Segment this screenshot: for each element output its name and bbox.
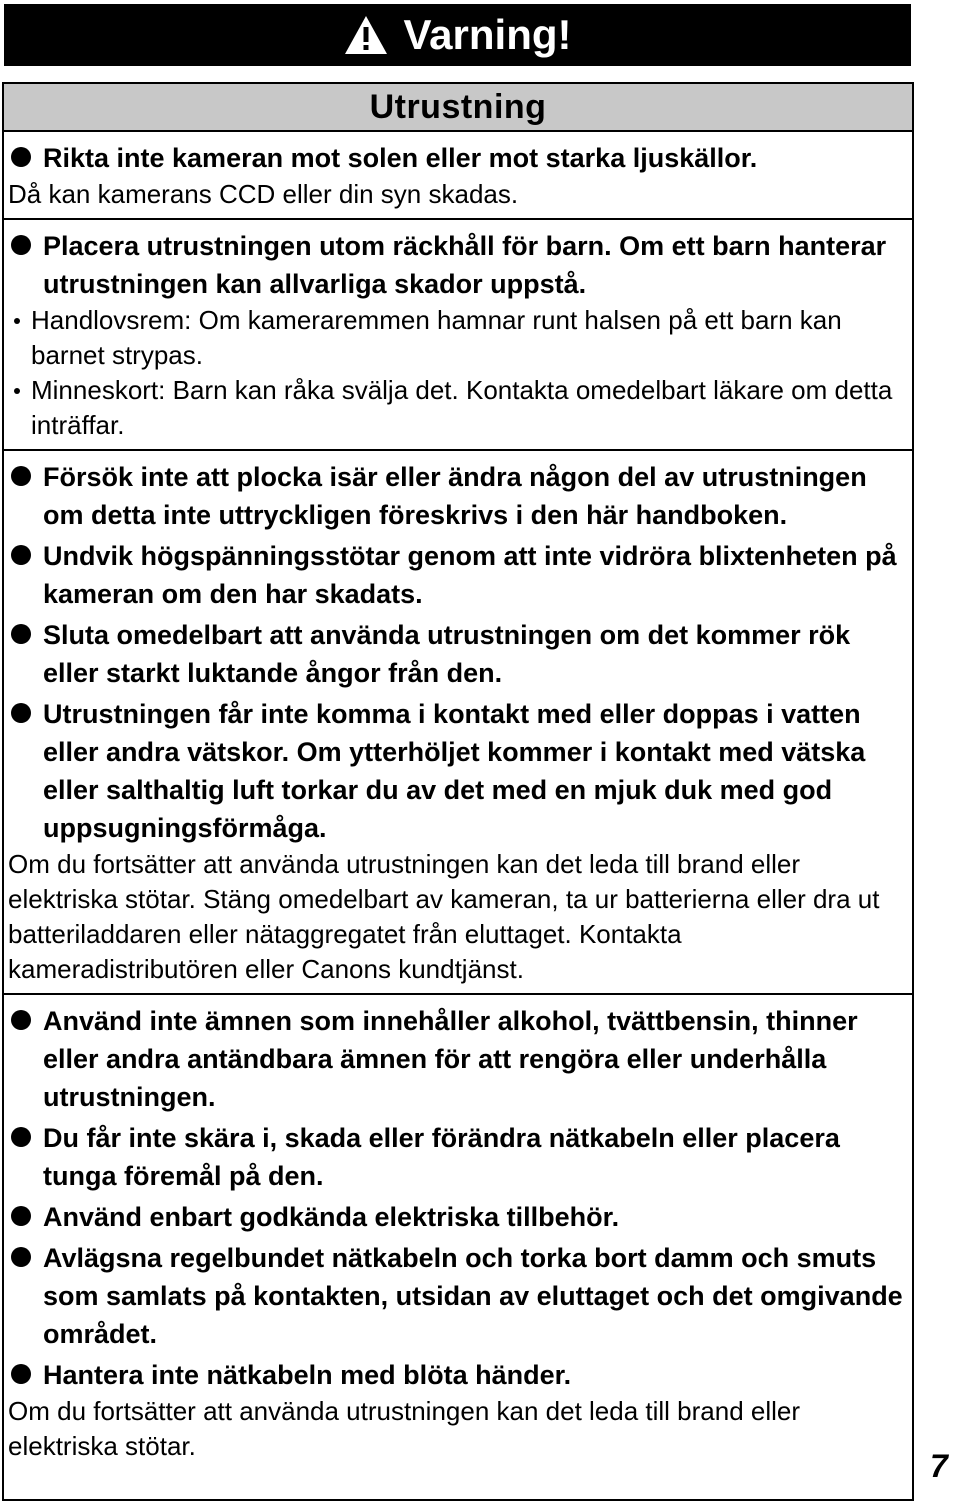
warning-note: Om du fortsätter att använda utrustningen kan det leda till brand eller elektriska stötar. Stäng omedelbart av kameran, ta ur batterierna eller dra ut batteriladdaren eller nätaggregatet från eluttaget. Kontakta kameradistributören eller Canons kundtjänst. [8, 849, 880, 984]
small-bullet-icon [14, 318, 20, 324]
bullet-icon [11, 624, 31, 644]
bullet-icon [11, 703, 31, 723]
warning-item-text: Undvik högspänningsstötar genom att inte vidröra blixtenheten på kameran om den har skadats. [43, 541, 897, 609]
section-title: Utrustning [4, 84, 912, 132]
warning-item-text: Rikta inte kameran mot solen eller mot starka ljuskällor. [43, 143, 758, 173]
warning-item-text: Använd enbart godkända elektriska tillbehör. [43, 1202, 620, 1232]
warning-item [8, 1002, 908, 1116]
bullet-icon [11, 1364, 31, 1384]
warning-item-text: Försök inte att plocka isär eller ändra någon del av utrustningen om detta inte uttryckligen föreskrivs i den här handboken. [43, 462, 867, 530]
bullet-icon [11, 235, 31, 255]
warning-note: Om du fortsätter att använda utrustningen kan det leda till brand eller elektriska stötar. [8, 1396, 801, 1461]
page-number: 7 [930, 1448, 948, 1484]
bullet-icon [11, 1247, 31, 1267]
bullet-icon [11, 1010, 31, 1030]
warning-triangle-icon [343, 14, 389, 56]
bullet-icon [11, 545, 31, 565]
warning-item [8, 1198, 908, 1236]
warning-item-text: Avlägsna regelbundet nätkabeln och torka bort damm och smuts som samlats på kontakten, utsidan av eluttaget och det omgivande området. [43, 1243, 903, 1349]
sub-item [8, 303, 908, 373]
warning-item [8, 1239, 908, 1353]
warning-block [4, 451, 912, 995]
warning-block [4, 995, 912, 1470]
warning-block [4, 220, 912, 451]
small-bullet-icon [14, 388, 20, 394]
warning-item-text: Utrustningen får inte komma i kontakt med eller doppas i vatten eller andra vätskor. Om ytterhöljet kommer i kontakt med vätska eller salthaltig luft torkar du av det med en mjuk duk med god uppsugningsförmåga. [43, 699, 866, 843]
bullet-icon [11, 1206, 31, 1226]
warning-item [8, 695, 908, 847]
warning-item-text: Använd inte ämnen som innehåller alkohol, tvättbensin, thinner eller andra antändbara ämnen för att rengöra eller underhålla utrustningen. [43, 1006, 858, 1112]
warning-item [8, 458, 908, 534]
warning-item [8, 1119, 908, 1195]
bullet-icon [11, 147, 31, 167]
equipment-section [2, 82, 914, 1501]
warning-item-text: Sluta omedelbart att använda utrustningen om det kommer rök eller starkt luktande ångor från den. [43, 620, 851, 688]
warning-banner [4, 4, 911, 66]
warning-title: Varning! [403, 11, 572, 58]
warning-block [4, 132, 912, 220]
sub-item-text: Minneskort: Barn kan råka svälja det. Kontakta omedelbart läkare om detta inträffar. [31, 375, 893, 440]
bullet-icon [11, 1127, 31, 1147]
warning-item-text: Placera utrustningen utom räckhåll för barn. Om ett barn hanterar utrustningen kan allvarliga skador uppstå. [43, 231, 887, 299]
warning-item [8, 1356, 908, 1394]
sub-item [8, 373, 908, 443]
warning-item-text: Hantera inte nätkabeln med blöta händer. [43, 1360, 572, 1390]
warning-item [8, 616, 908, 692]
warning-item [8, 537, 908, 613]
warning-item [8, 139, 908, 177]
sub-item-text: Handlovsrem: Om kameraremmen hamnar runt halsen på ett barn kan barnet strypas. [31, 305, 842, 370]
bullet-icon [11, 466, 31, 486]
warning-item [8, 227, 908, 303]
warning-note: Då kan kamerans CCD eller din syn skadas. [8, 179, 519, 209]
warning-item-text: Du får inte skära i, skada eller förändra nätkabeln eller placera tunga föremål på den. [43, 1123, 840, 1191]
